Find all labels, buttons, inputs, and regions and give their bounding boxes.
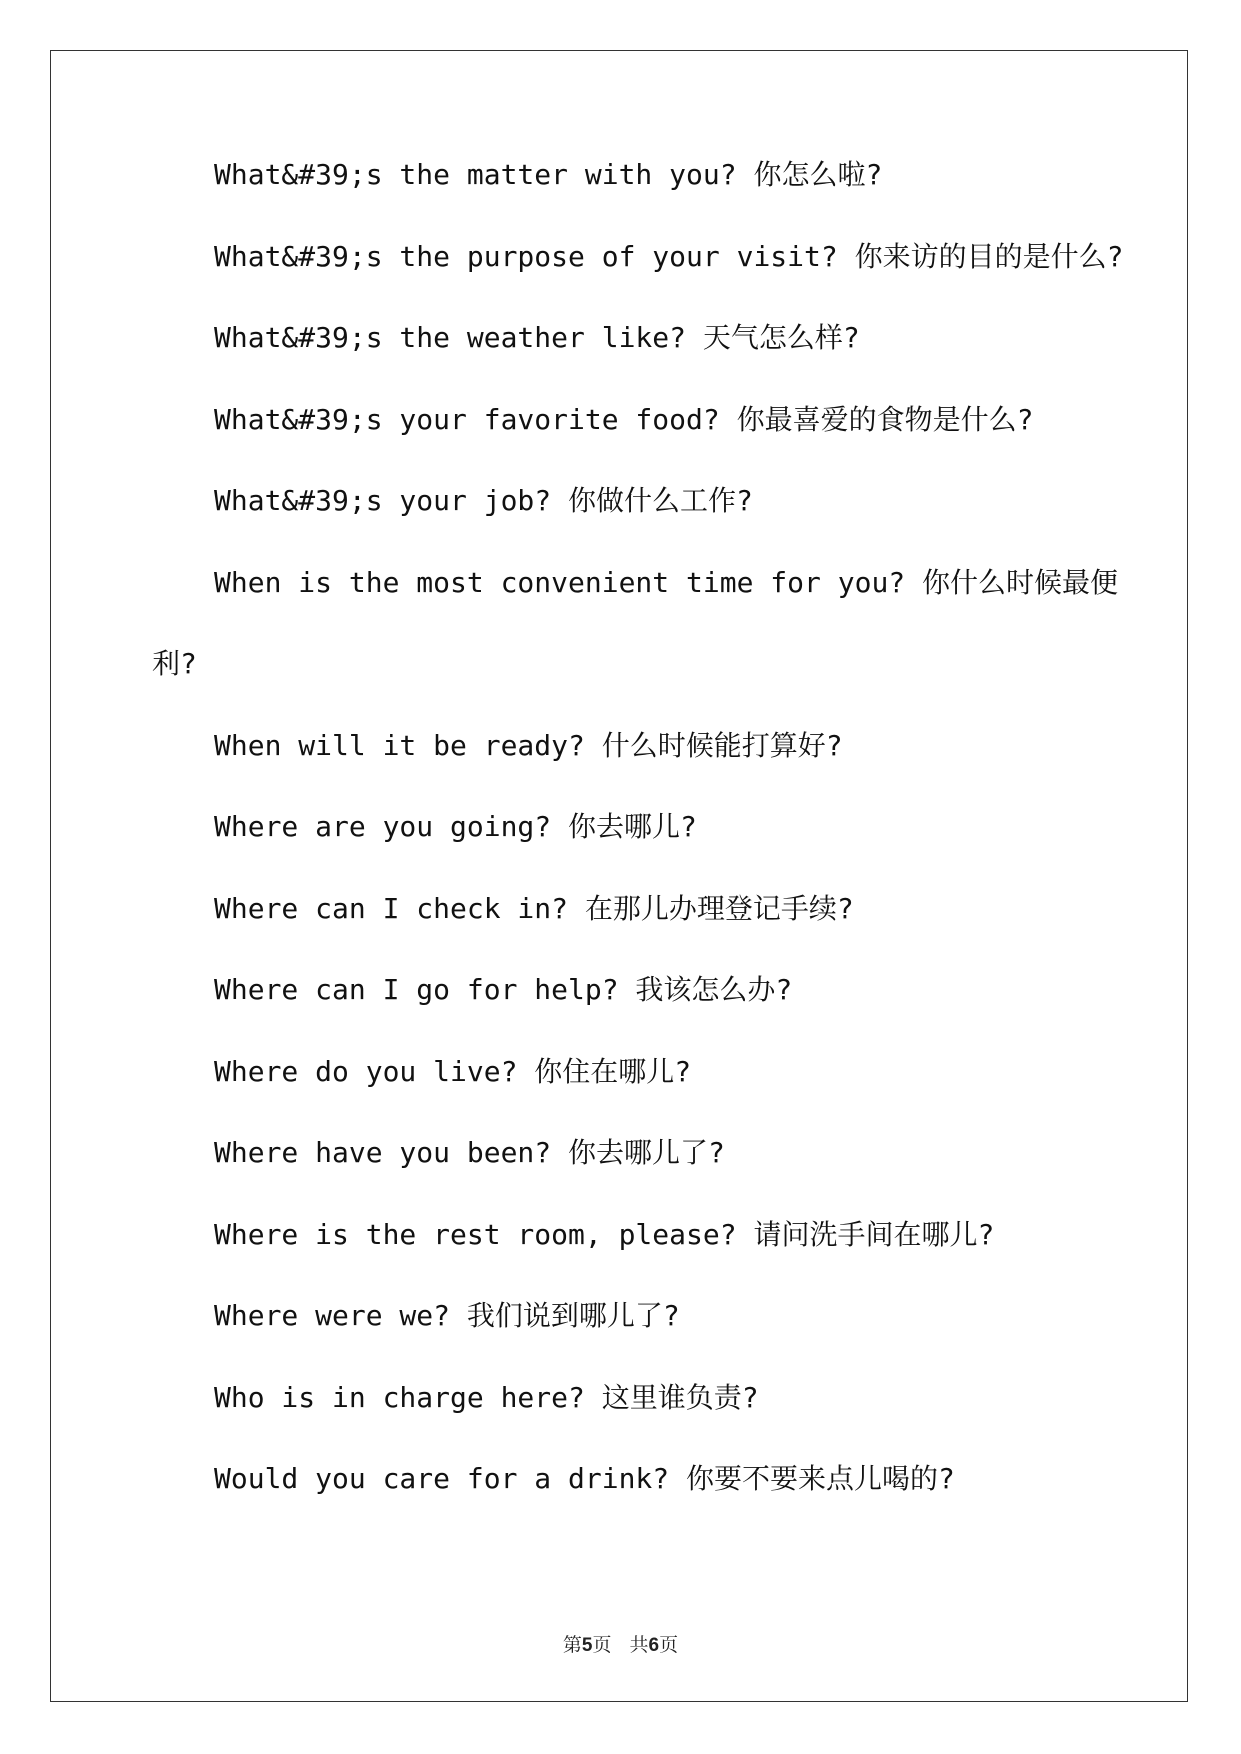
text-line: Where do you live? 你住在哪儿? xyxy=(214,1054,692,1088)
text-line: When is the most convenient time for you? 你什么时候最便 xyxy=(214,565,1119,599)
text-line-continuation: 利? xyxy=(152,647,197,680)
text-line: Where can I go for help? 我该怎么办? xyxy=(214,973,793,1006)
text-line: When will it be ready? 什么时候能打算好? xyxy=(214,728,843,762)
footer-page-suffix: 页 xyxy=(592,1634,612,1656)
text-line: What&#39;s the weather like? 天气怎么样? xyxy=(214,321,860,354)
text-line: Where were we? 我们说到哪儿了? xyxy=(214,1299,680,1332)
text-line: What&#39;s the purpose of your visit? 你来访的目的是什么? xyxy=(214,239,1124,273)
text-line: Where have you been? 你去哪儿了? xyxy=(214,1136,725,1169)
document-body xyxy=(152,158,1124,1546)
page-footer xyxy=(0,1630,1241,1657)
text-line: Where are you going? 你去哪儿? xyxy=(214,810,697,843)
footer-prefix: 第 xyxy=(562,1634,582,1656)
current-page-number: 5 xyxy=(581,1635,593,1656)
footer-total-prefix: 共 xyxy=(629,1634,649,1656)
text-line: What&#39;s your job? 你做什么工作? xyxy=(214,484,753,517)
text-line: What&#39;s your favorite food? 你最喜爱的食物是什么? xyxy=(214,402,1034,436)
text-line: Where can I check in? 在那儿办理登记手续? xyxy=(214,891,854,925)
text-line: What&#39;s the matter with you? 你怎么啦? xyxy=(214,158,883,191)
text-line: Who is in charge here? 这里谁负责? xyxy=(214,1380,759,1414)
total-pages-number: 6 xyxy=(648,1635,660,1656)
footer-total-suffix: 页 xyxy=(659,1634,679,1656)
text-line: Where is the rest room, please? 请问洗手间在哪儿? xyxy=(214,1217,995,1251)
text-line: Would you care for a drink? 你要不要来点儿喝的? xyxy=(214,1462,955,1495)
